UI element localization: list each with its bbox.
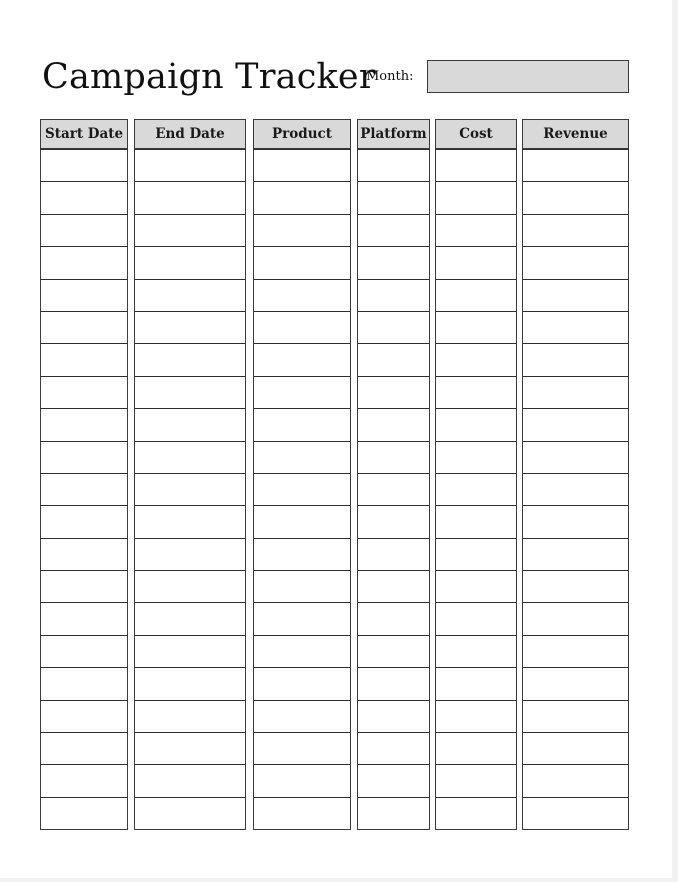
table-cell[interactable]: [254, 700, 350, 732]
column-cells: [253, 149, 351, 830]
table-cell[interactable]: [135, 538, 245, 570]
table-cell[interactable]: [41, 181, 127, 213]
table-cell[interactable]: [436, 764, 516, 796]
table-cell[interactable]: [41, 408, 127, 440]
table-cell[interactable]: [436, 602, 516, 634]
table-cell[interactable]: [41, 246, 127, 278]
table-cell[interactable]: [523, 570, 628, 602]
table-cell[interactable]: [135, 473, 245, 505]
table-cell[interactable]: [523, 505, 628, 537]
table-cell[interactable]: [135, 667, 245, 699]
table-cell[interactable]: [358, 246, 429, 278]
table-cell[interactable]: [436, 570, 516, 602]
table-cell[interactable]: [358, 667, 429, 699]
table-cell[interactable]: [135, 764, 245, 796]
table-cell[interactable]: [358, 311, 429, 343]
table-cell[interactable]: [436, 732, 516, 764]
table-cell[interactable]: [254, 408, 350, 440]
table-cell[interactable]: [523, 181, 628, 213]
table-cell[interactable]: [436, 279, 516, 311]
table-cell[interactable]: [523, 441, 628, 473]
table-cell[interactable]: [254, 376, 350, 408]
table-cell[interactable]: [523, 149, 628, 181]
column-start-date: [40, 119, 128, 830]
table-cell[interactable]: [358, 181, 429, 213]
table-cell[interactable]: [523, 667, 628, 699]
table-cell[interactable]: [41, 214, 127, 246]
table-cell[interactable]: [254, 505, 350, 537]
table-cell[interactable]: [135, 602, 245, 634]
column-cells: [522, 149, 629, 830]
table-cell[interactable]: [135, 797, 245, 829]
table-cell[interactable]: [41, 279, 127, 311]
table-cell[interactable]: [41, 505, 127, 537]
table-cell[interactable]: [41, 441, 127, 473]
table-cell[interactable]: [436, 797, 516, 829]
table-cell[interactable]: [41, 797, 127, 829]
table-cell[interactable]: [358, 764, 429, 796]
table-cell[interactable]: [436, 149, 516, 181]
table-cell[interactable]: [358, 602, 429, 634]
table-cell[interactable]: [436, 408, 516, 440]
table-cell[interactable]: [135, 700, 245, 732]
table-cell[interactable]: [41, 667, 127, 699]
table-cell[interactable]: [523, 343, 628, 375]
table-cell[interactable]: [436, 473, 516, 505]
column-cells: [435, 149, 517, 830]
table-cell[interactable]: [254, 279, 350, 311]
table-cell[interactable]: [358, 635, 429, 667]
column-cells: [40, 149, 128, 830]
table-cell[interactable]: [254, 181, 350, 213]
table-cell[interactable]: [436, 343, 516, 375]
table-cell[interactable]: [135, 246, 245, 278]
table-cell[interactable]: [358, 214, 429, 246]
table-cell[interactable]: [254, 441, 350, 473]
table-cell[interactable]: [254, 473, 350, 505]
table-cell[interactable]: [523, 732, 628, 764]
table-cell[interactable]: [358, 279, 429, 311]
table-cell[interactable]: [523, 473, 628, 505]
table-cell[interactable]: [254, 732, 350, 764]
column-header: Start Date: [40, 119, 128, 149]
table-cell[interactable]: [358, 538, 429, 570]
table-cell[interactable]: [135, 732, 245, 764]
table-cell[interactable]: [135, 181, 245, 213]
table-cell[interactable]: [358, 149, 429, 181]
column-header: End Date: [134, 119, 246, 149]
column-header: Revenue: [522, 119, 629, 149]
table-cell[interactable]: [135, 505, 245, 537]
table-cell[interactable]: [523, 376, 628, 408]
table-cell[interactable]: [523, 246, 628, 278]
table-cell[interactable]: [358, 797, 429, 829]
table-cell[interactable]: [254, 343, 350, 375]
table-cell[interactable]: [523, 635, 628, 667]
column-product: [253, 119, 351, 830]
table-cell[interactable]: [135, 408, 245, 440]
table-cell[interactable]: [135, 214, 245, 246]
table-cell[interactable]: [436, 376, 516, 408]
table-cell[interactable]: [41, 764, 127, 796]
table-cell[interactable]: [523, 700, 628, 732]
table-cell[interactable]: [135, 279, 245, 311]
table-cell[interactable]: [436, 441, 516, 473]
table-cell[interactable]: [254, 311, 350, 343]
table-cell[interactable]: [41, 602, 127, 634]
table-cell[interactable]: [41, 376, 127, 408]
table-cell[interactable]: [254, 635, 350, 667]
table-cell[interactable]: [135, 570, 245, 602]
table-cell[interactable]: [523, 797, 628, 829]
page-title: Campaign Tracker: [42, 57, 376, 97]
table-cell[interactable]: [254, 667, 350, 699]
column-header: Platform: [357, 119, 430, 149]
table-cell[interactable]: [41, 700, 127, 732]
table-cell[interactable]: [523, 408, 628, 440]
table-cell[interactable]: [41, 570, 127, 602]
table-cell[interactable]: [358, 376, 429, 408]
table-cell[interactable]: [436, 667, 516, 699]
table-cell[interactable]: [358, 570, 429, 602]
table-cell[interactable]: [436, 505, 516, 537]
table-cell[interactable]: [358, 473, 429, 505]
table-cell[interactable]: [254, 797, 350, 829]
table-cell[interactable]: [135, 441, 245, 473]
column-header: Product: [253, 119, 351, 149]
table-cell[interactable]: [358, 505, 429, 537]
table-cell[interactable]: [254, 214, 350, 246]
table-cell[interactable]: [523, 311, 628, 343]
table-cell[interactable]: [41, 538, 127, 570]
table-cell[interactable]: [254, 764, 350, 796]
table-cell[interactable]: [523, 279, 628, 311]
table-cell[interactable]: [358, 732, 429, 764]
table-cell[interactable]: [436, 214, 516, 246]
table-cell[interactable]: [135, 343, 245, 375]
table-cell[interactable]: [41, 343, 127, 375]
table-cell[interactable]: [254, 246, 350, 278]
table-cell[interactable]: [41, 635, 127, 667]
table-cell[interactable]: [358, 343, 429, 375]
table-cell[interactable]: [254, 538, 350, 570]
table-cell[interactable]: [358, 441, 429, 473]
table-cell[interactable]: [254, 149, 350, 181]
table-cell[interactable]: [254, 602, 350, 634]
table-cell[interactable]: [135, 311, 245, 343]
table-cell[interactable]: [436, 246, 516, 278]
table-cell[interactable]: [41, 732, 127, 764]
column-cost: [435, 119, 517, 830]
column-cells: [357, 149, 430, 830]
table-cell[interactable]: [523, 602, 628, 634]
table-cell[interactable]: [135, 635, 245, 667]
table-cell[interactable]: [436, 635, 516, 667]
table-cell[interactable]: [135, 376, 245, 408]
column-header: Cost: [435, 119, 517, 149]
table-cell[interactable]: [523, 538, 628, 570]
table-cell[interactable]: [436, 181, 516, 213]
table-cell[interactable]: [41, 311, 127, 343]
table-cell[interactable]: [523, 764, 628, 796]
column-cells: [134, 149, 246, 830]
table-cell[interactable]: [41, 149, 127, 181]
column-end-date: [134, 119, 246, 830]
table-cell[interactable]: [358, 408, 429, 440]
table-cell[interactable]: [436, 311, 516, 343]
table-cell[interactable]: [436, 700, 516, 732]
table-cell[interactable]: [523, 214, 628, 246]
table-cell[interactable]: [358, 700, 429, 732]
month-label: Month:: [366, 69, 414, 84]
month-field[interactable]: [427, 60, 629, 93]
table-cell[interactable]: [436, 538, 516, 570]
table-cell[interactable]: [254, 570, 350, 602]
table-cell[interactable]: [135, 149, 245, 181]
table-cell[interactable]: [41, 473, 127, 505]
column-revenue: [522, 119, 629, 830]
column-platform: [357, 119, 430, 830]
